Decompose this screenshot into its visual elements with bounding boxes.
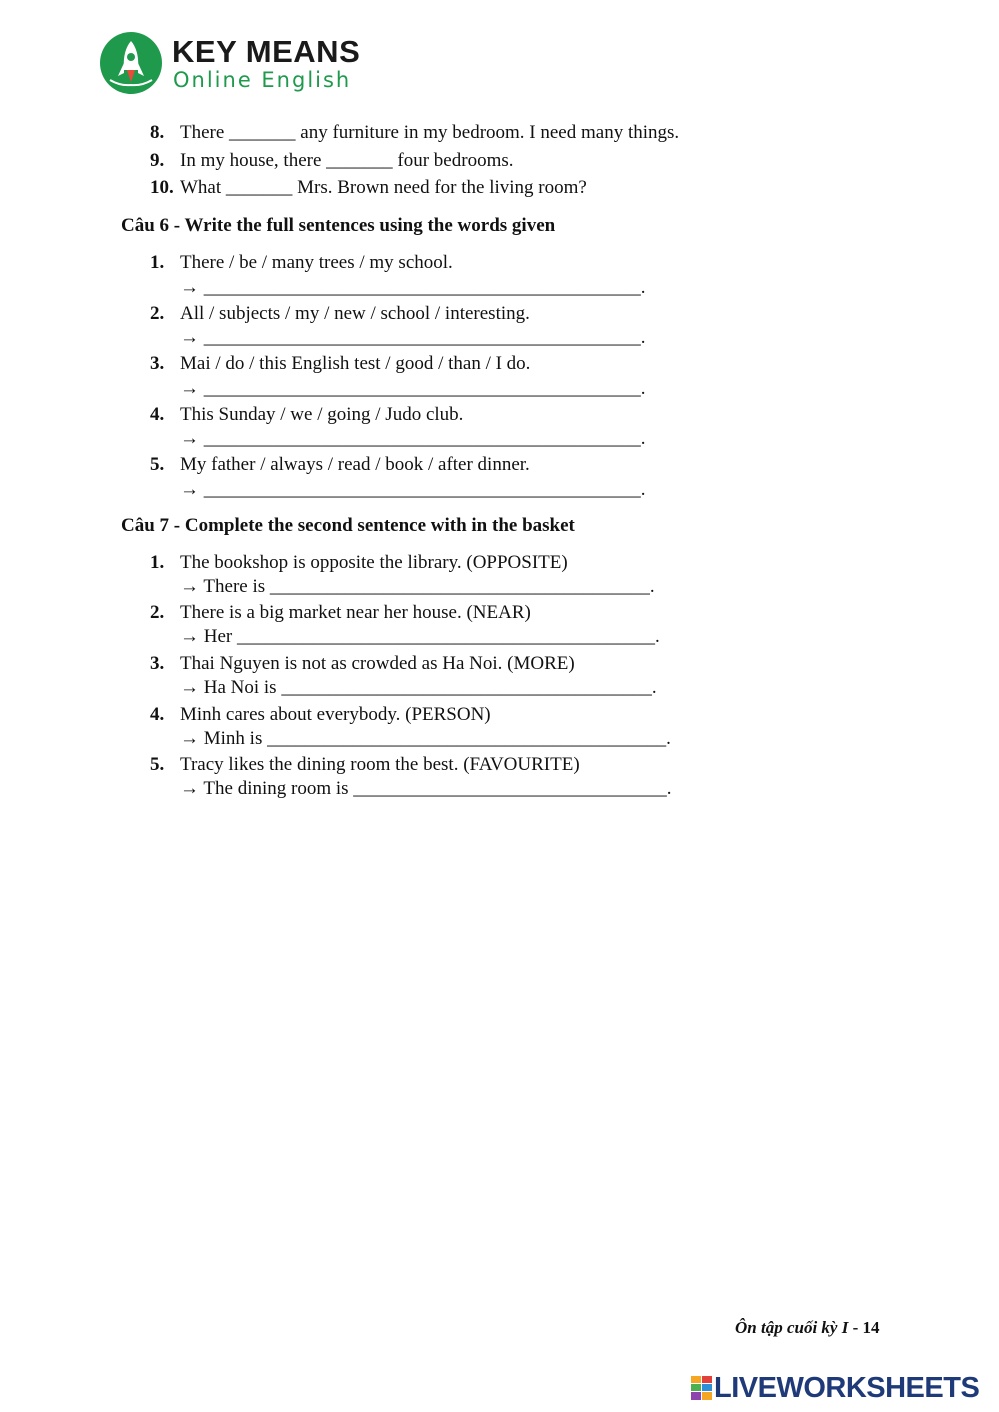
item-text: This Sunday / we / going / Judo club. [180, 404, 464, 425]
item-text: Mai / do / this English test / good / than / I do. [180, 353, 531, 374]
s7-answer-5[interactable]: → The dining room is _________________________________. [180, 778, 672, 799]
live-blocks-icon [690, 1375, 714, 1401]
item-text: Minh cares about everybody. (PERSON) [180, 704, 491, 725]
item-number: 5. [150, 454, 165, 475]
s7-answer-2[interactable]: → Her ____________________________________________. [180, 626, 660, 647]
item-number: 3. [150, 653, 165, 674]
s7-item-3 [150, 652, 575, 675]
item-number: 9. [150, 150, 165, 171]
item-number: 10. [150, 177, 174, 198]
item-text: My father / always / read / book / after dinner. [180, 454, 530, 475]
item-text: There / be / many trees / my school. [180, 252, 453, 273]
s7-item-2 [150, 601, 531, 624]
item-text: The bookshop is opposite the library. (OPPOSITE) [180, 552, 568, 573]
footer-separator: - [848, 1318, 863, 1337]
s6-answer-4[interactable]: → ______________________________________________. [180, 428, 646, 449]
page-number: 14 [862, 1318, 880, 1337]
item-number: 8. [150, 122, 165, 143]
item-text: All / subjects / my / new / school / interesting. [180, 303, 530, 324]
s6-answer-3[interactable]: → ______________________________________________. [180, 378, 646, 399]
item-text: In my house, there _______ four bedrooms. [180, 150, 514, 171]
item-text: There _______ any furniture in my bedroom. I need many things. [180, 122, 680, 143]
item-number: 4. [150, 704, 165, 725]
exercise-item-8 [150, 121, 679, 144]
page-footer [735, 1318, 880, 1338]
exercise-item-10 [150, 176, 587, 199]
item-text: Thai Nguyen is not as crowded as Ha Noi. (MORE) [180, 653, 575, 674]
s6-item-2 [150, 302, 530, 325]
item-number: 1. [150, 552, 165, 573]
item-number: 3. [150, 353, 165, 374]
brand-logo [100, 32, 400, 94]
item-number: 2. [150, 303, 165, 324]
s6-answer-2[interactable]: → ______________________________________________. [180, 327, 646, 348]
item-text: There is a big market near her house. (NEAR) [180, 602, 531, 623]
item-text: What _______ Mrs. Brown need for the living room? [180, 177, 587, 198]
rocket-icon [100, 32, 162, 94]
s6-item-1 [150, 251, 453, 274]
watermark-text: LIVEWORKSHEETS [714, 1372, 980, 1404]
item-text: Tracy likes the dining room the best. (FAVOURITE) [180, 754, 580, 775]
s7-answer-1[interactable]: → There is ________________________________________. [180, 576, 655, 597]
brand-subtitle: Online English [173, 68, 352, 92]
s7-answer-3[interactable]: → Ha Noi is _______________________________________. [180, 677, 657, 698]
s7-item-4 [150, 703, 491, 726]
footer-label: Ôn tập cuối kỳ I [735, 1318, 849, 1337]
exercise-item-9 [150, 149, 514, 172]
section-6-heading: Câu 6 - Write the full sentences using the words given [121, 215, 556, 236]
s6-item-5 [150, 453, 530, 476]
liveworksheets-watermark [690, 1372, 990, 1404]
item-number: 4. [150, 404, 165, 425]
s6-answer-1[interactable]: → ______________________________________________. [180, 277, 646, 298]
brand-title: KEY MEANS [172, 34, 361, 69]
s7-answer-4[interactable]: → Minh is __________________________________________. [180, 728, 671, 749]
s7-item-1 [150, 551, 568, 574]
s6-item-3 [150, 352, 530, 375]
item-number: 5. [150, 754, 165, 775]
s6-answer-5[interactable]: → ______________________________________________. [180, 479, 646, 500]
item-number: 2. [150, 602, 165, 623]
item-number: 1. [150, 252, 165, 273]
s6-item-4 [150, 403, 463, 426]
s7-item-5 [150, 753, 580, 776]
section-7-heading: Câu 7 - Complete the second sentence with in the basket [121, 515, 575, 536]
